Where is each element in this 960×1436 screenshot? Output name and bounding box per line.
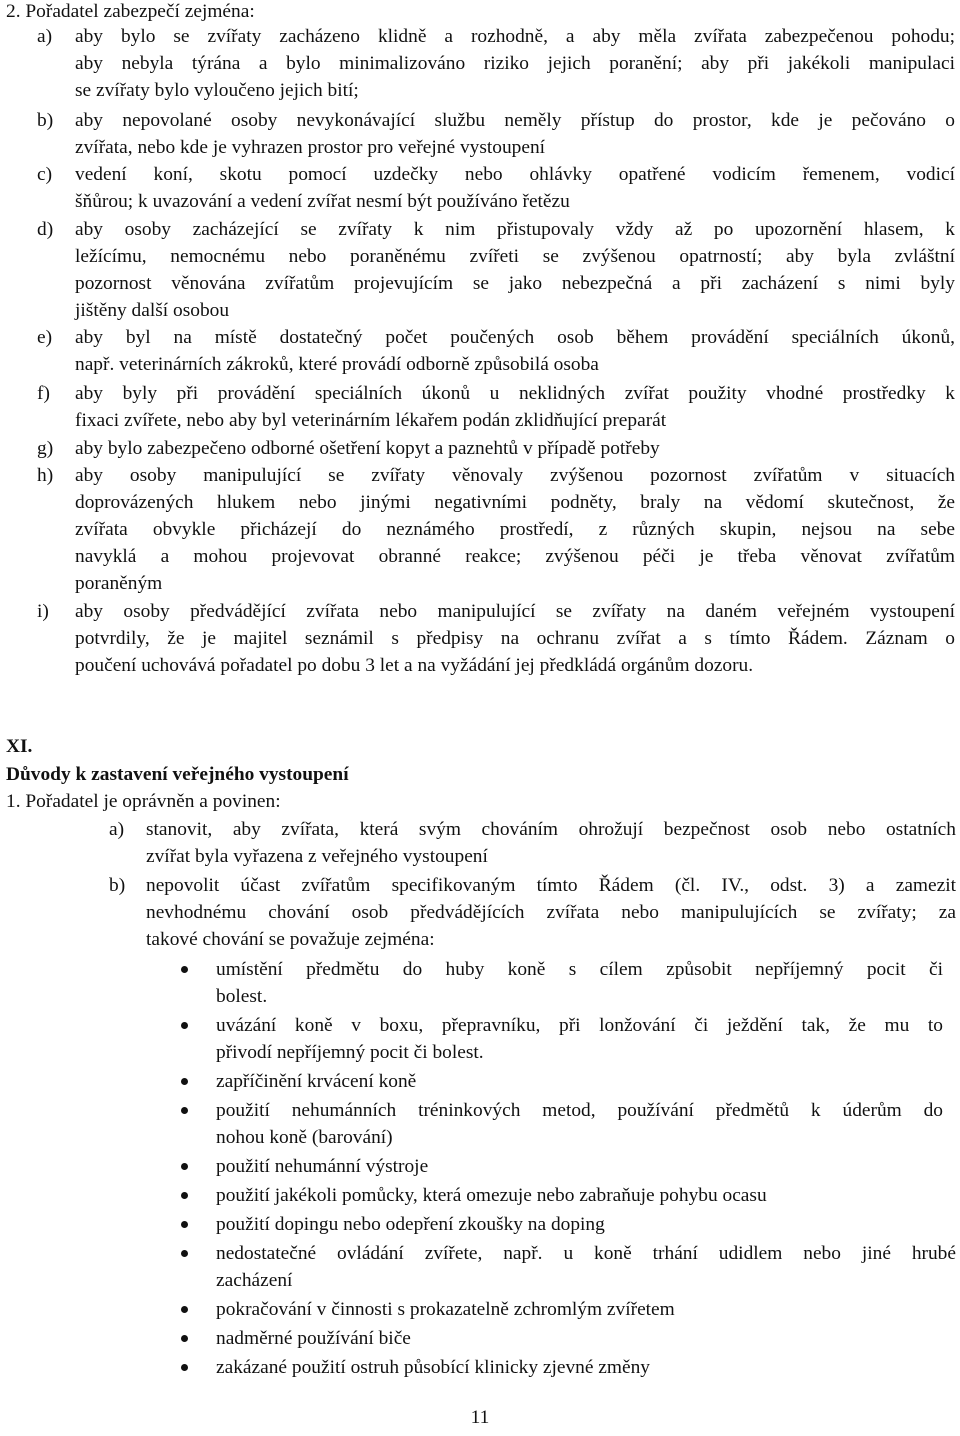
list-item-line: aby bylo zabezpečeno odborné ošetření kopyt a paznehtů v případě potřeby (75, 438, 660, 459)
bullet-marker (181, 1306, 188, 1313)
bullet-item-line: přivodí nepříjemný pocit či bolest. (216, 1042, 484, 1063)
list-item-line: fixaci zvířete, nebo aby byl veterinárním lékařem podán zklidňující preparát (75, 410, 667, 431)
bullet-item-line: zakázané použití ostruh působící klinicky zjevné změny (216, 1357, 650, 1378)
list-item-label: a) (109, 819, 125, 840)
list-item-line: vedení koní, skotu pomocí uzdečky nebo ohlávky opatřené vodicím řemenem, vodicí (75, 164, 955, 185)
list-item-line: např. veterinárních zákroků, které provádí odborně způsobilá osoba (75, 354, 599, 375)
list-item-line: ležícímu, nemocnému nebo poraněnému zvířeti se zvýšenou opatrností; aby byla zvláštní (75, 246, 955, 267)
bullet-item-line: použití nehumánní výstroje (216, 1156, 429, 1177)
list-item-line: navyklá a mohou projevovat obranné reakce; zvýšenou péči je třeba věnovat zvířatům (75, 546, 955, 567)
list-item-line: stanovit, aby zvířata, která svým chováním ohrožují bezpečnost osob nebo ostatních (146, 819, 956, 840)
list-item-line: pozornost věnována zvířatům projevujícím se jako nebezpečná a při zacházení s nimi byly (75, 273, 955, 294)
list-item-line: aby byl na místě dostatečný počet poučených osob během provádění speciálních úkonů, (75, 327, 955, 348)
bullet-item-line: umístění předmětu do huby koně s cílem způsobit nepříjemný pocit či (216, 959, 943, 980)
section-title: Důvody k zastavení veřejného vystoupení (6, 764, 349, 785)
list-item-line: aby osoby zacházející se zvířaty k nim přistupovaly vždy až po upozornění hlasem, k (75, 219, 955, 240)
bullet-marker (181, 1163, 188, 1170)
bullet-item-line: zapříčinění krvácení koně (216, 1071, 417, 1092)
bullet-marker (181, 1107, 188, 1114)
bullet-marker (181, 966, 188, 973)
bullet-marker (181, 1192, 188, 1199)
page-number: 11 (470, 1407, 490, 1428)
list-item-label: e) (37, 327, 53, 348)
section-2-heading: 2. Pořadatel zabezpečí zejména: (6, 1, 255, 22)
list-item-label: a) (37, 26, 53, 47)
list-item-label: g) (37, 438, 54, 459)
list-item-label: b) (37, 110, 54, 131)
bullet-item-line: nohou koně (barování) (216, 1127, 393, 1148)
list-item-line: aby nebyla týrána a bylo minimalizováno riziko jejich poranění; aby při jakékoli manipulaci (75, 53, 955, 74)
bullet-item-line: použití dopingu nebo odepření zkoušky na doping (216, 1214, 605, 1235)
list-item-line: poučení uchovává pořadatel po dobu 3 let a na vyžádání jej předkládá orgánům dozoru. (75, 655, 754, 676)
list-item-line: zvířata, nebo kde je vyhrazen prostor pro veřejné vystoupení (75, 137, 546, 158)
bullet-item-line: použití jakékoli pomůcky, která omezuje nebo zabraňuje pohybu ocasu (216, 1185, 767, 1206)
list-item-line: takové chování se považuje zejména: (146, 929, 435, 950)
list-item-label: i) (37, 601, 49, 622)
list-item-line: doprovázených hlukem nebo jinými negativními podněty, braly na vědomí skutečnost, že (75, 492, 955, 513)
list-item-label: h) (37, 465, 54, 486)
list-item-line: aby byly při provádění speciálních úkonů u neklidných zvířat použity vhodné prostředky k (75, 383, 955, 404)
bullet-marker (181, 1335, 188, 1342)
list-item-line: šňůrou; k uvazování a vedení zvířat nesmí být používáno řetězu (75, 191, 570, 212)
list-item-line: zvířat byla vyřazena z veřejného vystoupení (146, 846, 488, 867)
list-item-line: poraněným (75, 573, 163, 594)
bullet-item-line: zacházení (216, 1270, 293, 1291)
list-item-line: aby osoby manipulující se zvířaty věnovaly zvýšenou pozornost zvířatům v situacích (75, 465, 955, 486)
list-item-label: c) (37, 164, 53, 185)
bullet-marker (181, 1022, 188, 1029)
bullet-item-line: uvázání koně v boxu, přepravníku, při lonžování či ježdění tak, že mu to (216, 1015, 943, 1036)
list-item-label: d) (37, 219, 54, 240)
bullet-item-line: použití nehumánních tréninkových metod, používání předmětů k úderům do (216, 1100, 943, 1121)
bullet-item-line: pokračování v činnosti s prokazatelně zchromlým zvířetem (216, 1299, 675, 1320)
list-item-line: se zvířaty bylo vyloučeno jejich bití; (75, 80, 359, 101)
bullet-marker (181, 1221, 188, 1228)
list-item-line: aby nepovolané osoby nevykonávající službu neměly přístup do prostor, kde je pečováno o (75, 110, 955, 131)
list-item-label: b) (109, 875, 126, 896)
list-item-line: nevhodnému chování osob předvádějících zvířata nebo manipulujících se zvířaty; za (146, 902, 956, 923)
list-item-line: nepovolit účast zvířatům specifikovaným tímto Řádem (čl. IV., odst. 3) a zamezit (146, 875, 956, 896)
list-item-line: potvrdily, že je majitel seznámil s předpisy na ochranu zvířat a s tímto Řádem. Záznam o (75, 628, 955, 649)
list-item-line: aby osoby předvádějící zvířata nebo manipulující se zvířaty na daném veřejném vystoupení (75, 601, 955, 622)
list-item-label: f) (37, 383, 50, 404)
list-item-line: jištěny další osobou (75, 300, 230, 321)
bullet-item-line: nedostatečné ovládání zvířete, např. u koně trhání udidlem nebo jiné hrubé (216, 1243, 956, 1264)
bullet-marker (181, 1078, 188, 1085)
bullet-marker (181, 1250, 188, 1257)
bullet-marker (181, 1364, 188, 1371)
list-item-line: zvířata obvykle přicházejí do neznámého prostředí, z různých skupin, nejsou na sebe (75, 519, 955, 540)
bullet-item-line: bolest. (216, 986, 268, 1007)
section-number: XI. (6, 736, 33, 757)
list-item-line: aby bylo se zvířaty zacházeno klidně a rozhodně, a aby měla zvířata zabezpečenou pohodu; (75, 26, 955, 47)
bullet-item-line: nadměrné používání biče (216, 1328, 411, 1349)
section-intro: 1. Pořadatel je oprávněn a povinen: (6, 791, 281, 812)
